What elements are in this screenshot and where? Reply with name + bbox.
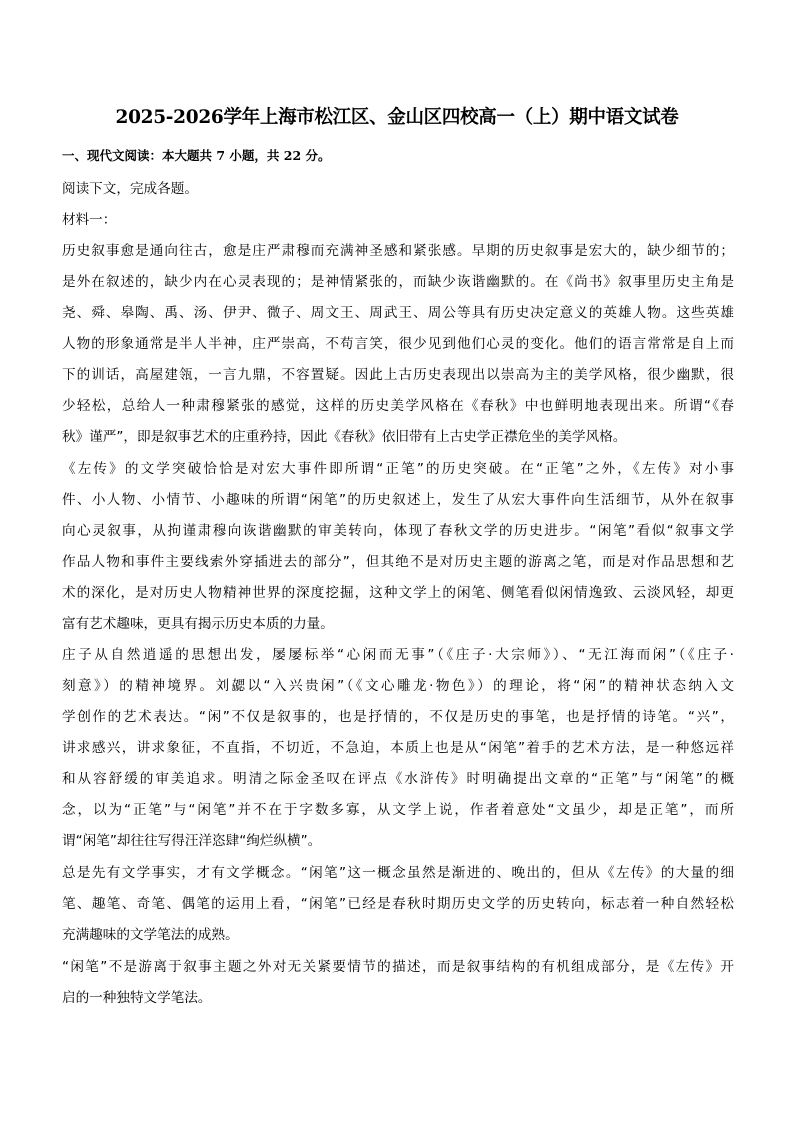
- passage-line: 尧、舜、皋陶、禹、汤、伊尹、微子、周文王、周武王、周公等具有历史决定意义的英雄人物。这些英雄: [62, 305, 734, 321]
- passage-line: 学创作的艺术表达。“闲”不仅是叙事的，也是抒情的，不仅是历史的事笔，也是抒情的诗笔。“兴”，: [62, 709, 734, 725]
- passage-line: 历史叙事愈是通向往古，愈是庄严肃穆而充满神圣感和紧张感。早期的历史叙事是宏大的，缺少细节的；: [62, 243, 734, 259]
- exam-title: 2025-2026学年上海市松江区、金山区四校高一（上）期中语文试卷: [115, 107, 679, 128]
- passage-line: 富有艺术趣味，更具有揭示历史本质的力量。: [62, 616, 334, 632]
- reading-instruction: 阅读下文，完成各题。: [62, 181, 198, 197]
- section-heading: 一、现代文阅读：本大题共 7 小题，共 22 分。: [62, 148, 331, 163]
- passage-line: 作品人物和事件主要线索外穿插进去的部分”，但其绝不是对历史主题的游离之笔，而是对作品思想和艺: [62, 554, 734, 570]
- passage-line: 启的一种独特文学笔法。: [62, 990, 212, 1006]
- passage-line: 秋》谨严”，即是叙事艺术的庄重矜持，因此《春秋》依旧带有上古史学正襟危坐的美学风格。: [62, 429, 627, 445]
- passage-line: 下的训话，高屋建瓴，一言九鼎，不容置疑。因此上古历史表现出以崇高为主的美学风格，很少幽默，很: [62, 367, 734, 383]
- passage-line: 谓“闲笔”却往往写得汪洋恣肆“绚烂纵横”。: [62, 833, 322, 849]
- passage-line: 总是先有文学事实，才有文学概念。“闲笔”这一概念虽然是渐进的、晚出的，但从《左传》的大量的细: [62, 865, 734, 881]
- passage-line: 少轻松，总给人一种肃穆紧张的感觉，这样的历史美学风格在《春秋》中也鲜明地表现出来。所谓“《春: [62, 398, 734, 414]
- passage-line: 《左传》的文学突破恰恰是对宏大事件即所谓“正笔”的历史突破。在“正笔”之外，《左传》对小事: [62, 461, 734, 477]
- material-label: 材料一：: [62, 212, 117, 228]
- passage-line: 向心灵叙事，从拘谨肃穆向诙谐幽默的审美转向，体现了春秋文学的历史进步。“闲笔”看似“叙事文学: [62, 523, 734, 539]
- passage-line: 件、小人物、小情节、小趣味的所谓“闲笔”的历史叙述上，发生了从宏大事件向生活细节，从外在叙事: [62, 492, 734, 508]
- passage-line: 和从容舒缓的审美追求。明清之际金圣叹在评点《水浒传》时明确提出文章的“正笔”与“闲笔”的概: [62, 771, 734, 787]
- passage-line: 人物的形象通常是半人半神，庄严崇高，不苟言笑，很少见到他们心灵的变化。他们的语言常常是自上而: [62, 336, 734, 352]
- passage-line: 讲求感兴，讲求象征，不直指，不切近，不急迫，本质上也是从“闲笔”着手的艺术方法，是一种悠远祥: [62, 740, 734, 756]
- passage-line: 庄子从自然逍遥的思想出发，屡屡标举“心闲而无事”（《庄子·大宗师》）、“无江海而闲”（《庄子·: [62, 647, 734, 663]
- passage-line: “闲笔”不是游离于叙事主题之外对无关紧要情节的描述，而是叙事结构的有机组成部分，是《左传》开: [62, 959, 734, 975]
- passage-line: 念，以为“正笔”与“闲笔”并不在于字数多寡，从文学上说，作者着意处“文虽少，却是正笔”，而所: [62, 802, 734, 818]
- passage-line: 笔、趣笔、奇笔、偶笔的运用上看，“闲笔”已经是春秋时期历史文学的历史转向，标志着一种自然轻松: [62, 896, 734, 912]
- passage-line: 充满趣味的文学笔法的成熟。: [62, 927, 239, 943]
- passage-line: 刻意》）的精神境界。刘勰以“入兴贵闲”（《文心雕龙·物色》）的理论，将“闲”的精神状态纳入文: [62, 678, 734, 694]
- passage-line: 术的深化，是对历史人物精神世界的深度挖掘，这种文学上的闲笔、侧笔看似闲情逸致、云淡风轻，却更: [62, 585, 734, 601]
- passage-line: 是外在叙述的，缺少内在心灵表现的；是神情紧张的，而缺少诙谐幽默的。在《尚书》叙事里历史主角是: [62, 274, 734, 290]
